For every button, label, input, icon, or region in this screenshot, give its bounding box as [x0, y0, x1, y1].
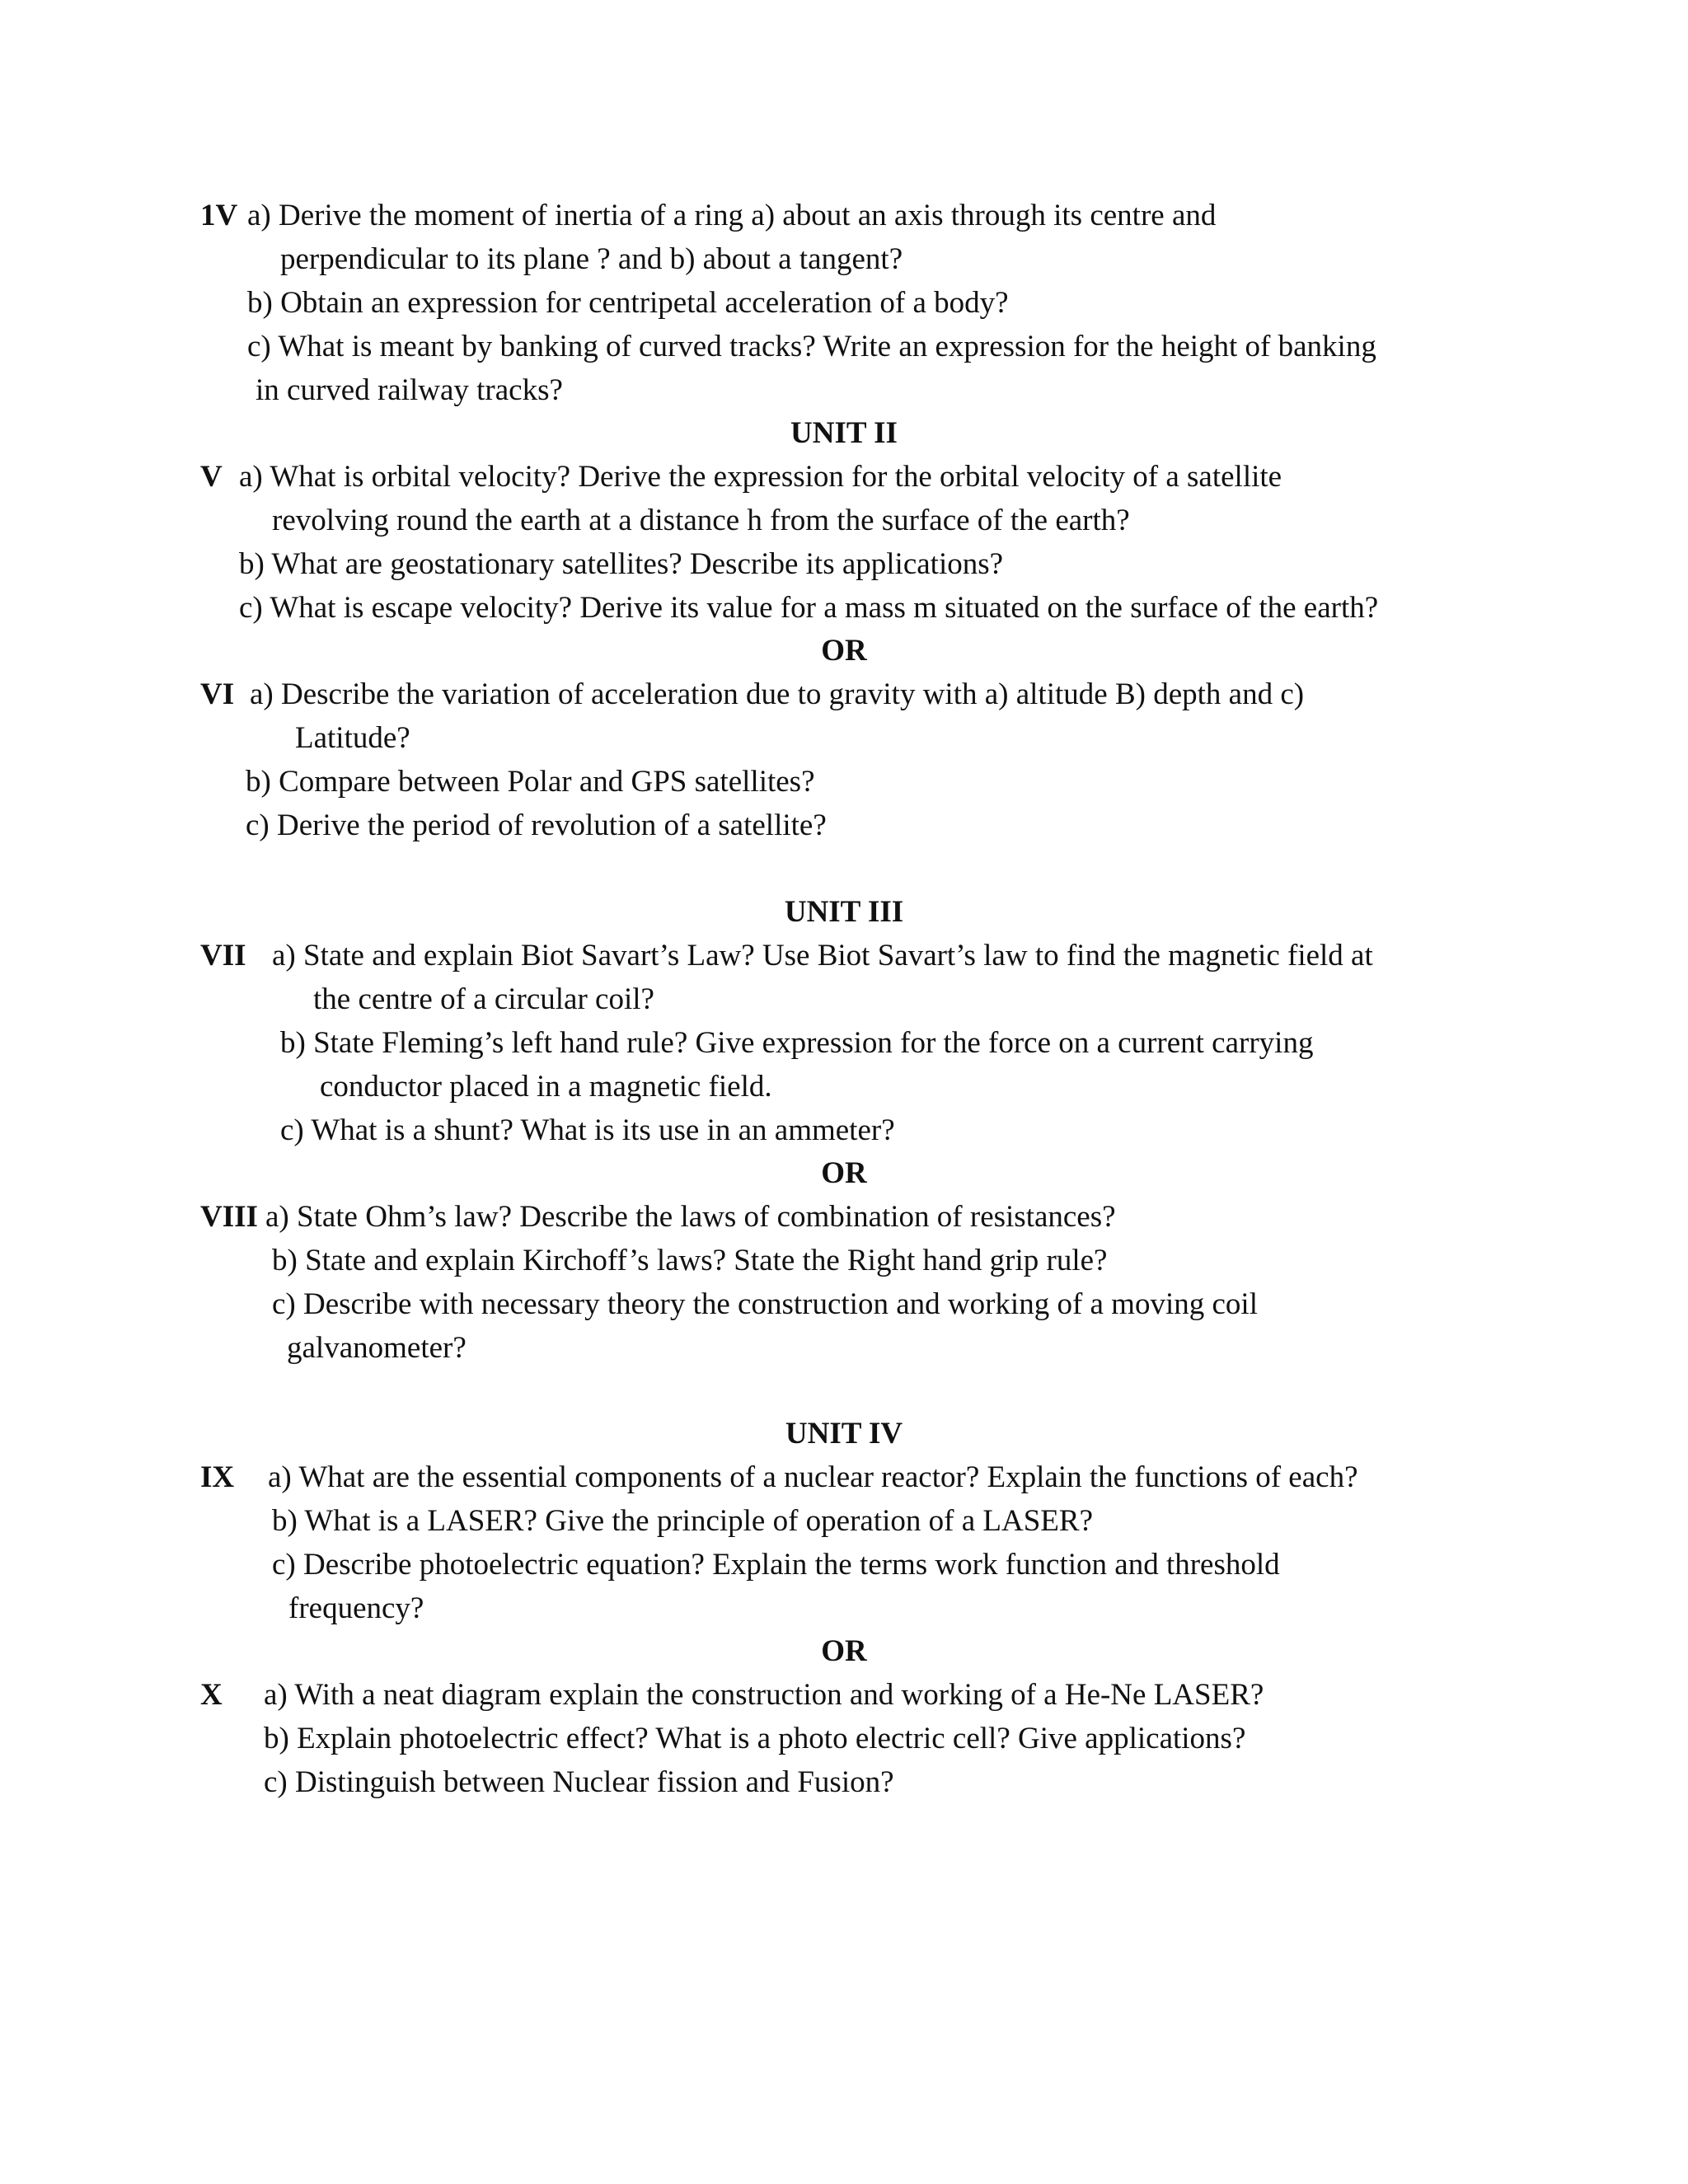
question-text: perpendicular to its plane ? and b) about a tangent? [280, 242, 903, 276]
question-text: b) What are geostationary satellites? Describe its applications? [239, 547, 1004, 581]
question-text: c) What is escape velocity? Derive its value for a mass m situated on the surface of the earth? [239, 591, 1379, 625]
question-text: c) Distinguish between Nuclear fission and Fusion? [264, 1765, 894, 1799]
question-number: VI [200, 677, 235, 711]
question-number: VIII [200, 1200, 258, 1234]
question-text: b) Explain photoelectric effect? What is a photo electric cell? Give applications? [264, 1722, 1246, 1755]
question-text: b) Compare between Polar and GPS satellites? [246, 765, 815, 799]
question-text: the centre of a circular coil? [313, 982, 654, 1016]
question-text: a) Describe the variation of acceleration due to gravity with a) altitude B) depth and c) [250, 677, 1305, 711]
or-separator: OR [821, 634, 867, 668]
question-text: a) State Ohm’s law? Describe the laws of combination of resistances? [265, 1200, 1116, 1234]
question-text: c) What is a shunt? What is its use in an ammeter? [280, 1113, 895, 1147]
question-number: VII [200, 939, 246, 972]
unit-heading: UNIT II [790, 416, 898, 450]
question-text: a) What is orbital velocity? Derive the expression for the orbital velocity of a satellite [239, 460, 1282, 494]
question-text: galvanometer? [287, 1331, 467, 1365]
question-text: c) Describe with necessary theory the construction and working of a moving coil [272, 1287, 1258, 1321]
question-text: b) Obtain an expression for centripetal acceleration of a body? [247, 286, 1009, 320]
or-separator: OR [821, 1156, 867, 1190]
question-text: in curved railway tracks? [256, 373, 563, 407]
question-text: conductor placed in a magnetic field. [320, 1070, 772, 1104]
question-number: IX [200, 1460, 235, 1494]
question-text: b) State Fleming’s left hand rule? Give expression for the force on a current carrying [280, 1026, 1314, 1060]
question-text: b) State and explain Kirchoff’s laws? State the Right hand grip rule? [272, 1244, 1108, 1277]
question-text: b) What is a LASER? Give the principle of operation of a LASER? [272, 1504, 1094, 1538]
question-text: revolving round the earth at a distance h from the surface of the earth? [272, 504, 1130, 537]
question-text: frequency? [288, 1591, 424, 1625]
question-text: a) State and explain Biot Savart’s Law? Use Biot Savart’s law to find the magnetic field at [272, 939, 1373, 972]
question-number: V [200, 460, 223, 494]
question-text: a) With a neat diagram explain the construction and working of a He-Ne LASER? [264, 1678, 1264, 1712]
question-text: Latitude? [295, 721, 410, 755]
question-text: c) What is meant by banking of curved tracks? Write an expression for the height of banking [247, 330, 1376, 363]
unit-heading: UNIT IV [785, 1417, 903, 1451]
question-text: c) Describe photoelectric equation? Explain the terms work function and threshold [272, 1548, 1280, 1582]
or-separator: OR [821, 1634, 867, 1668]
unit-heading: UNIT III [784, 895, 904, 929]
question-text: a) What are the essential components of a nuclear reactor? Explain the functions of each? [268, 1460, 1358, 1494]
question-number: 1V [200, 199, 238, 232]
question-text: c) Derive the period of revolution of a satellite? [246, 808, 827, 842]
question-number: X [200, 1678, 223, 1712]
question-text: a) Derive the moment of inertia of a ring a) about an axis through its centre and [247, 199, 1217, 232]
